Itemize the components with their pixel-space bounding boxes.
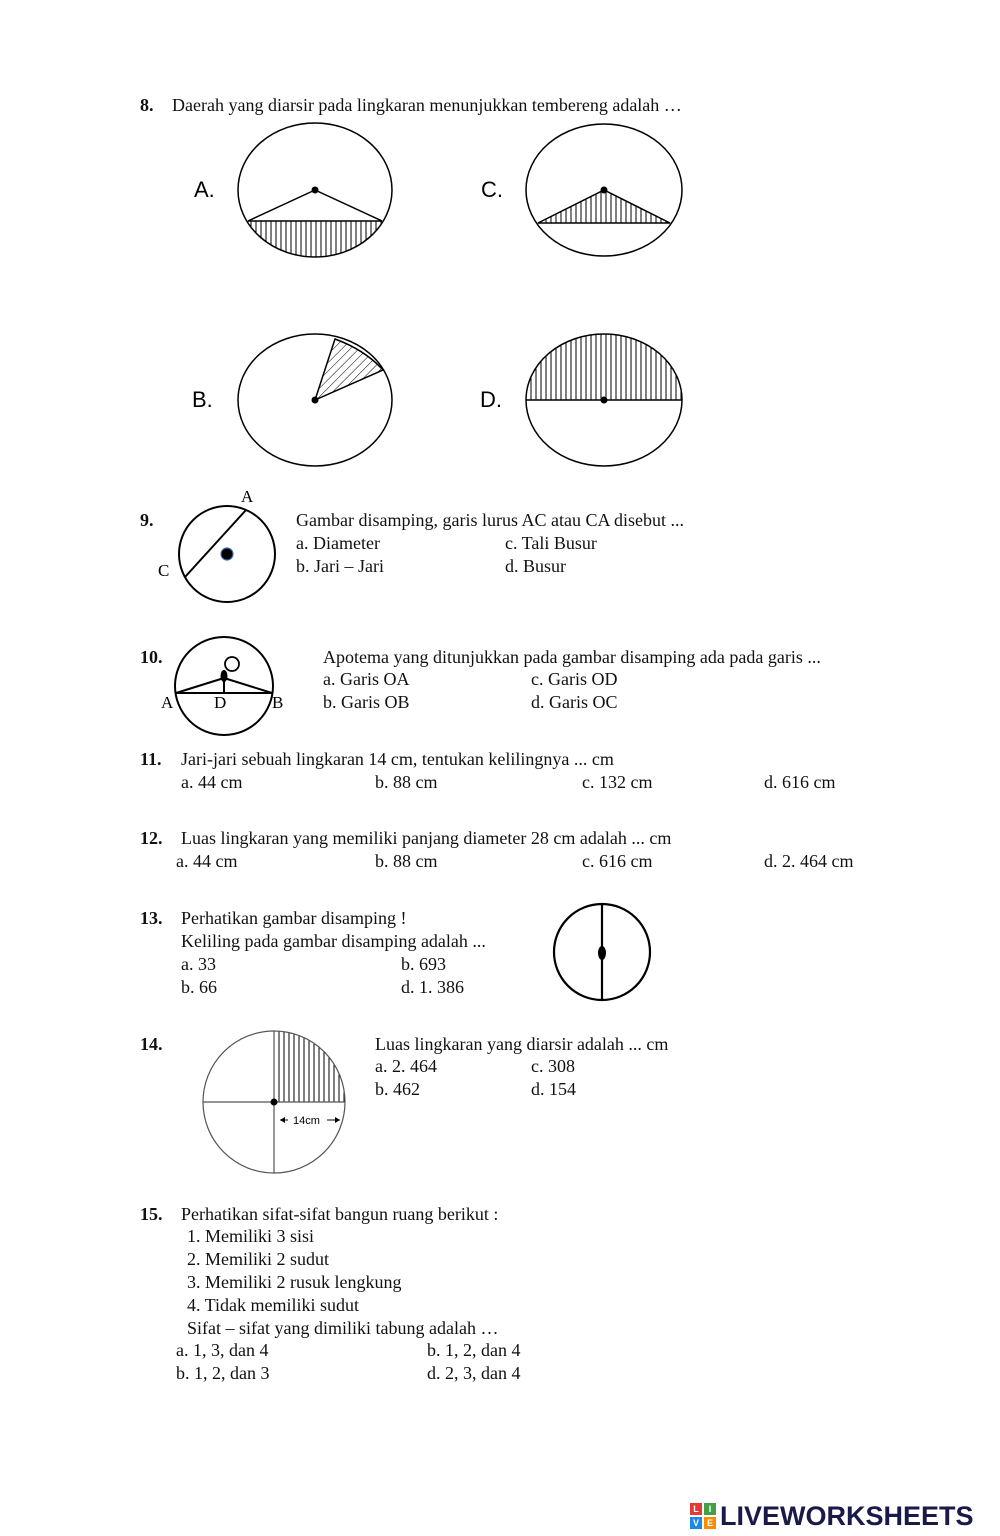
q15-item-1: 1. Memiliki 3 sisi xyxy=(187,1226,315,1246)
q13-figure xyxy=(548,898,658,1006)
q9-option-d[interactable]: d. Busur xyxy=(505,556,567,576)
q10-option-b[interactable]: b. Garis OB xyxy=(323,692,410,712)
q8-figure-c xyxy=(526,124,682,256)
q12-option-d[interactable]: d. 2. 464 cm xyxy=(764,851,854,871)
q9-option-c[interactable]: c. Tali Busur xyxy=(505,533,597,553)
q15-item-3: 3. Memiliki 2 rusuk lengkung xyxy=(187,1272,402,1292)
q13-number: 13. xyxy=(140,908,163,928)
q12-option-a[interactable]: a. 44 cm xyxy=(176,851,238,871)
q13-option-a[interactable]: a. 33 xyxy=(181,954,216,974)
q15-option-c[interactable]: b. 1, 2, dan 3 xyxy=(176,1363,270,1383)
q10-text: Apotema yang ditunjukkan pada gambar disamping ada pada garis ... xyxy=(323,647,821,667)
q9-option-a[interactable]: a. Diameter xyxy=(296,533,380,553)
q11-option-d[interactable]: d. 616 cm xyxy=(764,772,836,792)
q8-figure-d xyxy=(525,330,685,466)
q11-number: 11. xyxy=(140,749,162,769)
q8-label-a: A. xyxy=(194,177,215,202)
q14-option-d[interactable]: d. 154 xyxy=(531,1079,576,1099)
q12-option-c[interactable]: c. 616 cm xyxy=(582,851,653,871)
q14-text: Luas lingkaran yang diarsir adalah ... cm xyxy=(375,1034,669,1054)
q9-figure xyxy=(150,482,290,607)
q9-point-c: C xyxy=(158,561,170,580)
q15-option-d[interactable]: d. 2, 3, dan 4 xyxy=(427,1363,521,1383)
q10-number: 10. xyxy=(140,647,163,667)
q14-radius-label: 14cm xyxy=(293,1115,320,1127)
q9-option-b[interactable]: b. Jari – Jari xyxy=(296,556,384,576)
q11-option-c[interactable]: c. 132 cm xyxy=(582,772,653,792)
q9-text: Gambar disamping, garis lurus AC atau CA disebut ... xyxy=(296,510,684,530)
q15-option-b[interactable]: b. 1, 2, dan 4 xyxy=(427,1340,521,1360)
q10-point-d: D xyxy=(214,693,227,712)
q13-text: Perhatikan gambar disamping ! xyxy=(181,908,407,928)
q8-label-c: C. xyxy=(481,177,503,202)
q14-number: 14. xyxy=(140,1034,163,1054)
q14-option-b[interactable]: b. 462 xyxy=(375,1079,420,1099)
q12-number: 12. xyxy=(140,828,163,848)
q11-option-b[interactable]: b. 88 cm xyxy=(375,772,438,792)
q11-text: Jari-jari sebuah lingkaran 14 cm, tentukan kelilingnya ... cm xyxy=(181,749,614,769)
q8-text: Daerah yang diarsir pada lingkaran menunjukkan tembereng adalah … xyxy=(172,95,682,115)
q9-number: 9. xyxy=(140,510,154,530)
liveworksheets-logo[interactable] xyxy=(690,1500,974,1532)
q10-option-c[interactable]: c. Garis OD xyxy=(531,669,618,689)
logo-brand-text: LIVEWORKSHEETS xyxy=(720,1500,974,1531)
logo-badge-icon xyxy=(690,1503,716,1529)
q15-text: Perhatikan sifat-sifat bangun ruang berikut : xyxy=(181,1204,499,1224)
q14-option-c[interactable]: c. 308 xyxy=(531,1056,575,1076)
q8-label-b: B. xyxy=(192,387,213,412)
q8-figure-a xyxy=(235,123,395,266)
q15-option-a[interactable]: a. 1, 3, dan 4 xyxy=(176,1340,269,1360)
logo-badge-e: E xyxy=(704,1517,716,1529)
q13-option-b[interactable]: b. 693 xyxy=(401,954,446,974)
q15-number: 15. xyxy=(140,1204,163,1224)
q15-item-2: 2. Memiliki 2 sudut xyxy=(187,1249,330,1269)
q15-question: Sifat – sifat yang dimiliki tabung adalah … xyxy=(187,1318,499,1338)
q14-figure xyxy=(198,1026,353,1178)
q12-text: Luas lingkaran yang memiliki panjang diameter 28 cm adalah ... cm xyxy=(181,828,672,848)
q13-text2: Keliling pada gambar disamping adalah ... xyxy=(181,931,486,951)
logo-badge-v: V xyxy=(690,1517,702,1529)
q14-option-a[interactable]: a. 2. 464 xyxy=(375,1056,437,1076)
q8-number: 8. xyxy=(140,95,154,115)
q8-figure-b xyxy=(238,334,392,466)
q10-option-d[interactable]: d. Garis OC xyxy=(531,692,618,712)
q10-figure xyxy=(155,630,290,740)
q10-point-b: B xyxy=(272,693,284,712)
q9-point-a: A xyxy=(241,487,254,506)
q13-option-c[interactable]: b. 66 xyxy=(181,977,217,997)
q10-option-a[interactable]: a. Garis OA xyxy=(323,669,410,689)
q13-option-d[interactable]: d. 1. 386 xyxy=(401,977,464,997)
q10-point-a: A xyxy=(161,693,174,712)
logo-badge-i: I xyxy=(704,1503,716,1515)
logo-badge-l: L xyxy=(690,1503,702,1515)
q8-label-d: D. xyxy=(480,387,502,412)
q8-figures xyxy=(180,120,700,470)
q15-item-4: 4. Tidak memiliki sudut xyxy=(187,1295,360,1315)
q11-option-a[interactable]: a. 44 cm xyxy=(181,772,243,792)
q12-option-b[interactable]: b. 88 cm xyxy=(375,851,438,871)
